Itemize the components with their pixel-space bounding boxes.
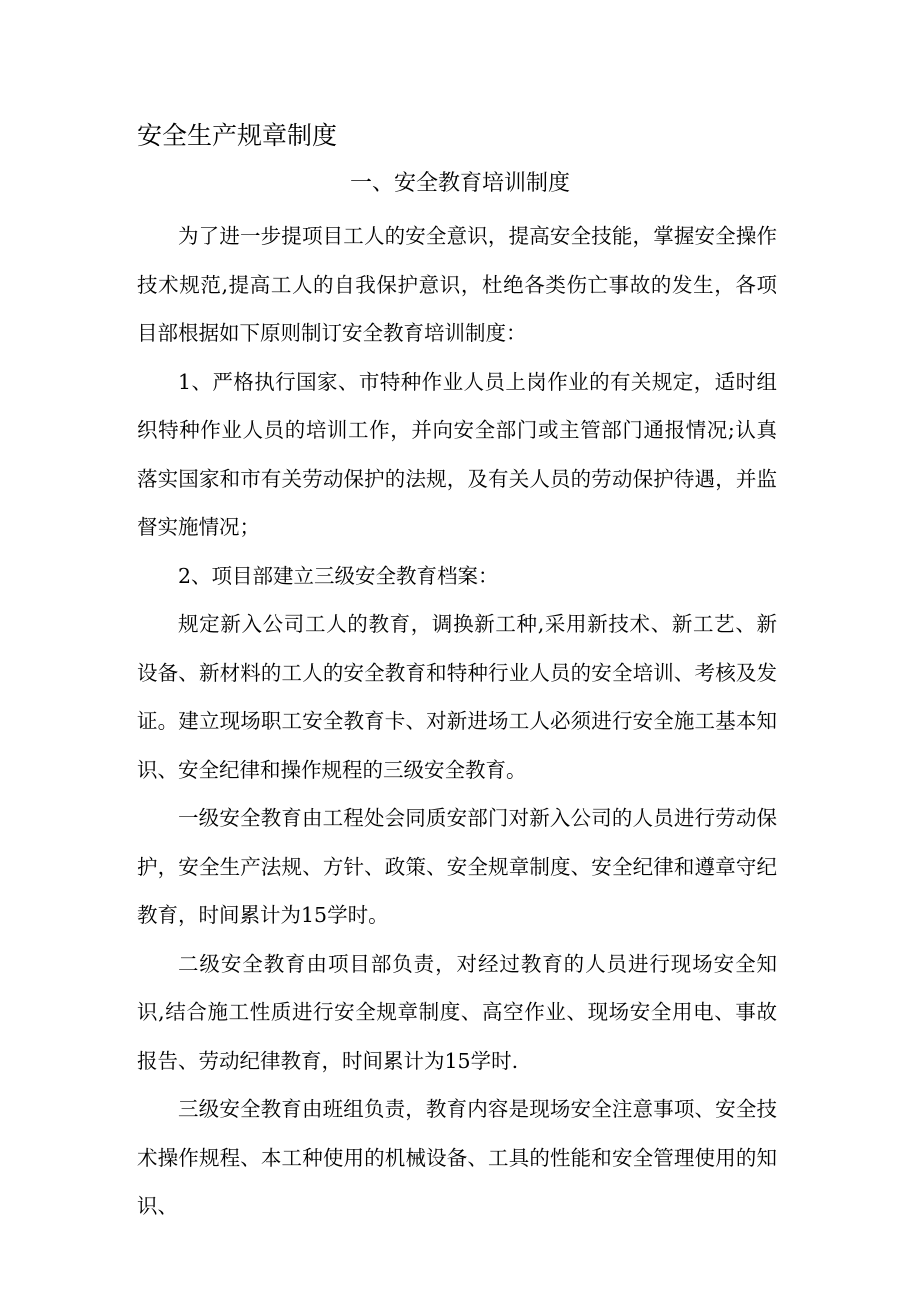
paragraph: 一级安全教育由工程处会同质安部门对新入公司的人员进行劳动保护，安全生产法规、方针、政策、安全规章制度、安全纪律和遵章守纪教育，时间累计为15学时。 [137,806,777,927]
paragraph: 2、项目部建立三级安全教育档案： [178,563,499,588]
paragraph: 1、严格执行国家、市特种作业人员上岗作业的有关规定，适时组织特种作业人员的培训工作，并向安全部门或主管部门通报情况;认真落实国家和市有关劳动保护的法规，及有关人员的劳动保护待遇，并监督实施情况； [137,369,777,539]
paragraph: 为了进一步提项目工人的安全意识，提高安全技能，掌握安全操作技术规范,提高工人的自我保护意识，杜绝各类伤亡事故的发生，各项目部根据如下原则制订安全教育培训制度： [137,224,777,345]
document-title: 安全生产规章制度 [137,121,338,150]
body-text [137,212,777,1231]
paragraph: 二级安全教育由项目部负责，对经过教育的人员进行现场安全知识,结合施工性质进行安全规章制度、高空作业、现场安全用电、事故报告、劳动纪律教育，时间累计为15学时. [137,951,777,1073]
paragraph: 规定新入公司工人的教育，调换新工种,采用新技术、新工艺、新设备、新材料的工人的安全教育和特种行业人员的安全培训、考核及发证。建立现场职工安全教育卡、对新进场工人必须进行安全施工基本知识、安全纪律和操作规程的三级安全教育。 [137,612,777,782]
paragraph: 三级安全教育由班组负责，教育内容是现场安全注意事项、安全技术操作规程、本工种使用的机械设备、工具的性能和安全管理使用的知识、 [137,1097,777,1218]
section-heading: 一、安全教育培训制度 [349,171,570,196]
